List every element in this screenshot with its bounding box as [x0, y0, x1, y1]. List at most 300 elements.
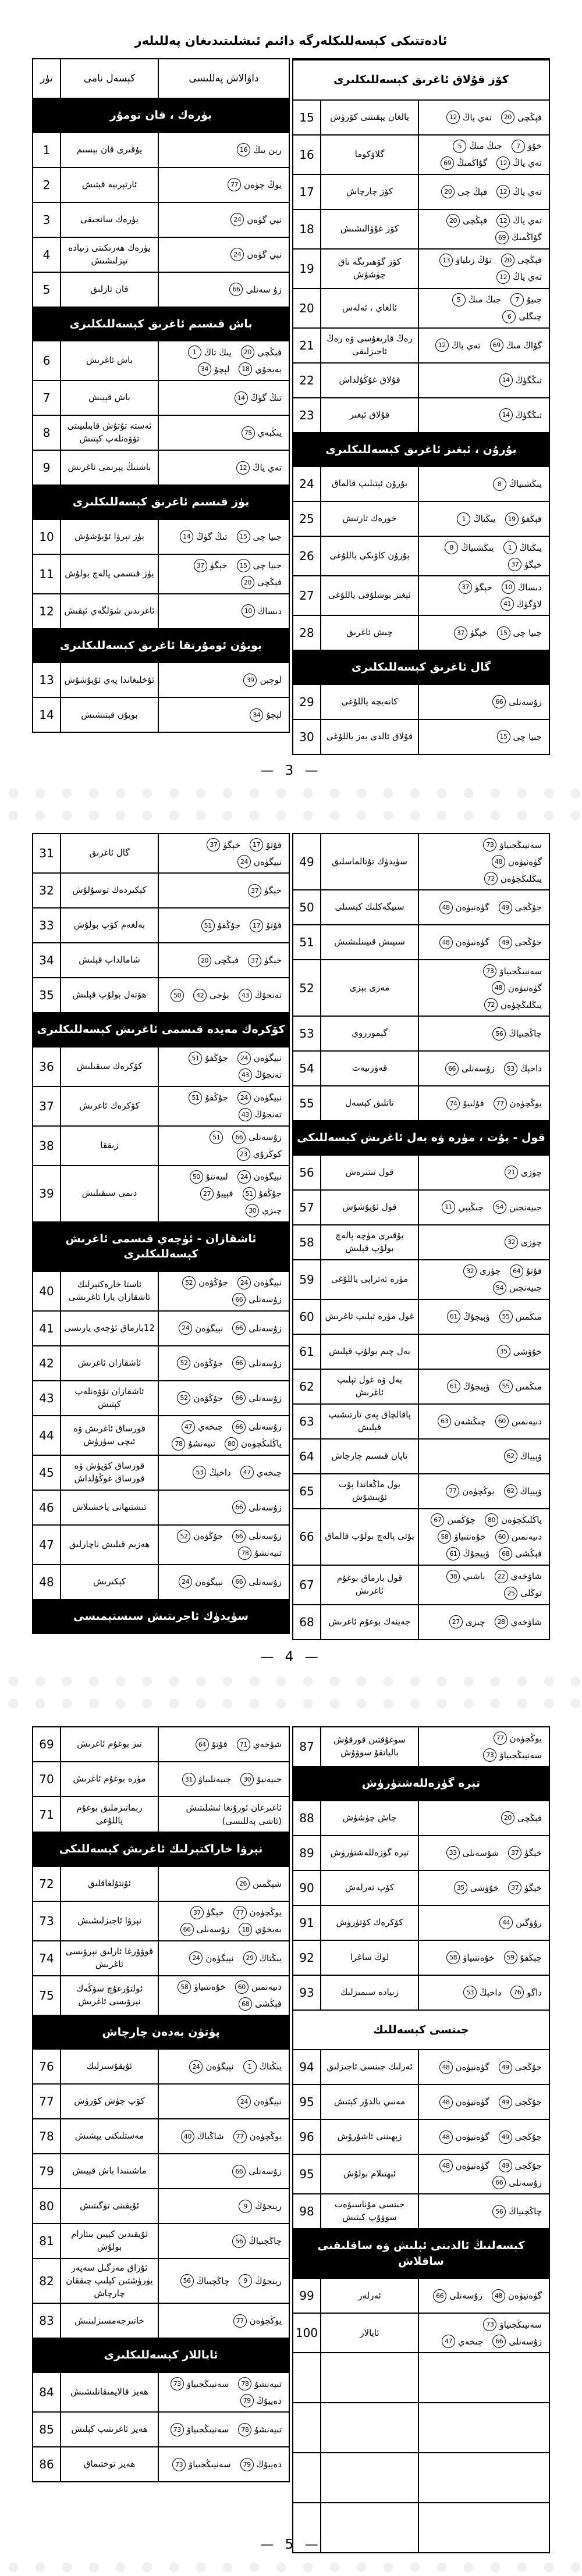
- row-number-cell: 52: [293, 960, 321, 1016]
- treatment-points-cell: [419, 2453, 549, 2502]
- acupoint: [239, 1108, 282, 1121]
- table-row: [293, 684, 549, 719]
- acupoint-name: تىڭگۈڭ: [515, 409, 542, 421]
- treatment-points-cell: [419, 2279, 549, 2313]
- point-number-badge: 49: [499, 2061, 512, 2074]
- acupoint-name: داخېڭ: [520, 1063, 542, 1074]
- point-number-badge: 24: [237, 1052, 251, 1065]
- acupoint: [207, 838, 240, 851]
- point-number-badge: 66: [492, 695, 506, 708]
- acupoint: [446, 1846, 499, 1859]
- point-number-badge: 51: [189, 1091, 202, 1104]
- point-number-badge: 78: [238, 2377, 251, 2390]
- row-number-cell: 64: [293, 1440, 321, 1473]
- acupoint: [236, 1877, 282, 1890]
- row-number-cell: 68: [293, 1605, 321, 1639]
- table-row: [293, 99, 549, 134]
- acupoint-name: داخېڭ: [209, 1467, 231, 1478]
- treatment-points-cell: [159, 2304, 289, 2338]
- table-row: [293, 2193, 549, 2228]
- acupoint-name: جىيا چى: [513, 731, 542, 742]
- acupoint: [499, 1310, 542, 1323]
- table-row: [33, 2223, 289, 2258]
- disease-name-cell: ئېغىز بوشلۇقى ياللۇغى: [321, 576, 419, 615]
- point-number-badge: 13: [439, 254, 453, 267]
- table-row: [33, 380, 289, 415]
- point-number-badge: 34: [250, 708, 263, 722]
- acupoint-name: رېنجۇڭ: [255, 2275, 282, 2286]
- treatment-points-cell: [159, 2189, 289, 2223]
- row-number-cell: 25: [293, 502, 321, 536]
- disease-name-cell: سىيگەكلىك كېسىلى: [321, 890, 419, 924]
- table-row: [293, 362, 549, 397]
- acupoint-name: تىڭگۈڭ: [515, 375, 542, 386]
- disease-name-cell: قول تىتىرەش: [321, 1156, 419, 1189]
- acupoint-name: جۇڭفۇ: [217, 920, 241, 931]
- disease-name-cell: پاقالچاق پەي تارتىشىپ قېلىش: [321, 1405, 419, 1438]
- section-header: قول - پۇت ، مۈرە ۋە بەل ئاغرىش كېسەللىكى: [293, 1120, 549, 1155]
- treatment-points-cell: [419, 1300, 549, 1334]
- treatment-points-cell: [419, 925, 549, 959]
- point-number-badge: 37: [454, 626, 467, 640]
- page-number: — 3 —: [260, 763, 322, 778]
- section-header: يۈز قىسىم ئاغرىق كېسەللىكلىرى: [33, 484, 289, 519]
- treatment-points-cell: [419, 2085, 549, 2119]
- acupoint: [510, 1264, 542, 1278]
- acupoint: [441, 185, 487, 198]
- acupoint: [190, 1906, 224, 1919]
- treatment-points-cell: [159, 381, 289, 415]
- treatment-points-cell: [419, 576, 549, 615]
- point-number-badge: 53: [193, 1466, 206, 1479]
- row-number-cell: 15: [293, 101, 321, 134]
- table-row: [33, 1415, 289, 1455]
- disease-name-cell: چىش ئاغرىق: [321, 616, 419, 650]
- point-number-badge: 66: [229, 283, 243, 296]
- point-number-badge: 49: [499, 2096, 512, 2109]
- acupoint-name: دەييۇڭ: [256, 2395, 282, 2406]
- acupoint: [463, 1986, 501, 1999]
- point-number-badge: 60: [495, 1530, 509, 1544]
- treatment-points-cell: [419, 685, 549, 719]
- table-row: [293, 248, 549, 288]
- acupoint-name: يۈجى: [210, 990, 229, 1000]
- point-number-badge: 27: [200, 1187, 214, 1200]
- acupoint: [501, 597, 542, 611]
- acupoint-name: چاڭچىياڭ: [509, 2206, 542, 2217]
- acupoint-name: ۋېيجۇڭ: [463, 1548, 490, 1559]
- table-row: [33, 1796, 289, 1832]
- treatment-points-cell: [159, 1047, 289, 1086]
- disease-name-cell: تىز بوغۇم ئاغرىش: [61, 1727, 159, 1761]
- point-number-badge: 35: [454, 1881, 467, 1894]
- acupoint: [508, 558, 542, 571]
- table-row: [293, 1155, 549, 1189]
- disease-name-cell: ھەزىم قىلىش ناچارلىق: [61, 1526, 159, 1564]
- acupoint: [502, 310, 542, 323]
- acupoint: [242, 604, 282, 618]
- table-row: [33, 1866, 289, 1901]
- table-row: [293, 924, 549, 959]
- point-number-badge: 73: [483, 2318, 496, 2331]
- acupoint-name: فېڭچى: [517, 112, 542, 123]
- point-number-badge: 66: [445, 1062, 459, 1075]
- row-number-cell: 38: [33, 1127, 61, 1165]
- acupoint: [438, 1415, 486, 1428]
- point-number-badge: 22: [495, 1570, 508, 1583]
- acupoint-name: نېيگۈەن: [253, 1092, 282, 1103]
- acupoint-name: شېڭمىن: [253, 1878, 282, 1889]
- row-number-cell: 2: [33, 168, 61, 202]
- acupoint-name: تەي ياڭ: [513, 215, 542, 226]
- table-row: [293, 1473, 549, 1508]
- acupoint: [242, 426, 282, 440]
- disease-name-cell: ھەيز ئاغرىتىپ كېلىش: [61, 2413, 159, 2446]
- table-row-empty: [293, 2402, 549, 2452]
- acupoint: [172, 2458, 231, 2471]
- treatment-points-cell: [419, 1191, 549, 1224]
- treatment-points-cell: [159, 663, 289, 697]
- acupoint-name: خېگۈ: [524, 559, 542, 570]
- point-number-badge: 66: [433, 2289, 446, 2303]
- point-number-badge: 37: [207, 838, 220, 851]
- row-number-cell: 24: [293, 467, 321, 501]
- table-row: [33, 1901, 289, 1940]
- treatment-points-cell: [419, 1156, 549, 1189]
- acupoint: [235, 391, 282, 405]
- row-number-cell: 48: [33, 1565, 61, 1599]
- point-number-badge: 14: [180, 530, 193, 543]
- acupoint-name: جۇڭجى: [514, 2160, 542, 2171]
- acupoint: [248, 954, 282, 967]
- table-row: [33, 415, 289, 450]
- disease-name-cell: قول ئۇيۇشۇش: [321, 1191, 419, 1224]
- acupoint: [237, 559, 282, 572]
- acupoint-name: چىگلى: [519, 311, 542, 322]
- disease-name-cell: ھەيز قالايمىقانلىشىش: [61, 2373, 159, 2411]
- treatment-points-cell: [159, 1727, 289, 1761]
- acupoint-name: جىيۇ: [526, 294, 542, 305]
- acupoint-name: فېڭچى: [462, 215, 488, 226]
- section-header: گال ئاغرىق كېسەللىكلىرى: [293, 650, 549, 684]
- acupoint: [439, 2096, 489, 2109]
- acupoint: [237, 1170, 282, 1184]
- row-number-cell: 79: [33, 2154, 61, 2188]
- disease-name-cell: كۆپ تەرلەش: [321, 1871, 419, 1905]
- acupoint-name: زۇسەنلى: [509, 2177, 542, 2188]
- treatment-points-cell: [159, 2224, 289, 2258]
- point-number-badge: 60: [235, 1980, 249, 1994]
- acupoint-name: ياڭلىڭچۈەن: [501, 1515, 542, 1526]
- acupoint: [494, 1731, 542, 1745]
- point-number-badge: 56: [492, 2205, 506, 2218]
- table-row: [33, 662, 289, 697]
- point-number-badge: 73: [171, 2423, 184, 2436]
- acupoint-name: جىڭ مىڭ: [469, 141, 502, 152]
- acupoint: [499, 2096, 542, 2109]
- acupoint-name: سەنيىڭجىياۋ: [186, 2424, 229, 2435]
- row-number-cell: 9: [33, 451, 61, 484]
- acupoint-name: جىيەنجىن: [509, 1202, 542, 1213]
- disease-name-cell: قان ئازلىق: [61, 273, 159, 307]
- acupoint-name: گۈەنيۈەن: [455, 2132, 489, 2143]
- acupoint: [452, 293, 501, 307]
- point-number-badge: 69: [495, 231, 509, 244]
- treatment-points-cell: [159, 1867, 289, 1901]
- disease-table: [292, 1726, 550, 2553]
- point-number-badge: 62: [504, 1449, 517, 1463]
- point-number-badge: 39: [243, 674, 257, 687]
- table-row: [33, 519, 289, 554]
- point-number-badge: 17: [250, 919, 263, 932]
- point-number-badge: 78: [238, 1547, 251, 1560]
- treatment-points-cell: [159, 451, 289, 484]
- disease-name-cell: كۆكرەك كۆتۈرۈش: [321, 1906, 419, 1940]
- acupoint-name: لىيەنتۇ: [205, 1171, 228, 1182]
- acupoint-name: يىڭتاڭ: [259, 2061, 282, 2072]
- point-number-badge: 72: [484, 872, 498, 885]
- point-number-badge: 73: [172, 2458, 186, 2471]
- table-row: [33, 1046, 289, 1086]
- table-row: [293, 1870, 549, 1905]
- row-number-cell: 88: [293, 1801, 321, 1835]
- point-number-badge: 48: [439, 2159, 453, 2172]
- acupoint: [177, 1391, 223, 1405]
- point-number-badge: 61: [447, 1310, 460, 1323]
- acupoint-name: گۈەنيۈەن: [455, 902, 489, 913]
- acupoint-name: نېيگۈەن: [253, 1171, 282, 1182]
- row-number-cell: [293, 2453, 321, 2502]
- section-header: ئاياللار كېسەللىكلىرى: [33, 2338, 289, 2372]
- point-number-badge: 78: [172, 1437, 185, 1451]
- acupoint: [237, 143, 282, 156]
- row-number-cell: 45: [33, 1456, 61, 1490]
- disease-name-cell: ئارتېرىيە قېتىش: [61, 168, 159, 202]
- acupoint-name: فۇتۇ: [526, 1266, 542, 1277]
- acupoint: [250, 708, 282, 722]
- acupoint: [463, 1264, 501, 1278]
- point-number-badge: 77: [233, 1906, 247, 1919]
- point-number-badge: 20: [198, 954, 211, 967]
- point-number-badge: 58: [446, 1951, 460, 1964]
- acupoint-name: سەنيىڭجىياۋ: [499, 1750, 542, 1761]
- table-row: [33, 1975, 289, 2015]
- acupoint: [171, 2423, 229, 2436]
- table-row: [293, 2278, 549, 2313]
- row-number-cell: 70: [33, 1762, 61, 1796]
- acupoint-name: گۇاڭمىڭ: [511, 232, 542, 243]
- treatment-points-cell: [419, 1440, 549, 1473]
- table-row: [33, 1564, 289, 1599]
- disease-name-cell: گېمورروي: [321, 1017, 419, 1050]
- treatment-points-cell: [159, 555, 289, 593]
- row-number-cell: 98: [293, 2194, 321, 2228]
- acupoint: [504, 1449, 542, 1463]
- disease-name-cell: ئايالار: [321, 2314, 419, 2352]
- row-number-cell: 96: [293, 2120, 321, 2154]
- acupoint-name: جۇڭفۇ: [205, 1092, 228, 1103]
- point-number-badge: 9: [239, 2274, 252, 2288]
- acupoint-name: يوڭچۈەن: [249, 2315, 282, 2326]
- treatment-points-cell: [159, 943, 289, 977]
- row-number-cell: 42: [33, 1346, 61, 1380]
- row-number-cell: 63: [293, 1405, 321, 1438]
- acupoint: [233, 1906, 282, 1919]
- point-number-badge: 77: [494, 1731, 507, 1745]
- acupoint-name: زۇسەنلى: [249, 1392, 282, 1403]
- row-number-cell: 75: [33, 1976, 61, 2015]
- treatment-points-cell: [419, 1906, 549, 1940]
- row-number-cell: 59: [293, 1260, 321, 1299]
- treatment-points-cell: [159, 416, 289, 450]
- table-row: [33, 1455, 289, 1490]
- acupoint-name: نېيگۈەن: [205, 2061, 234, 2072]
- acupoint: [484, 872, 542, 885]
- acupoint: [243, 2060, 282, 2073]
- acupoint: [235, 1980, 282, 1994]
- point-number-badge: 51: [210, 1131, 223, 1144]
- point-number-badge: 27: [449, 1615, 463, 1629]
- point-number-badge: 47: [240, 1466, 254, 1479]
- point-number-badge: 48: [492, 981, 505, 995]
- disease-name-cell: يول ماڭغاندا پۇت ئۇيىشۇش: [321, 1474, 419, 1508]
- acupoint-name: يوڭ چۈەن: [244, 179, 282, 190]
- row-number-cell: 83: [33, 2304, 61, 2338]
- point-number-badge: 1: [503, 541, 517, 554]
- acupoint-name: نېي گۈەن: [247, 214, 282, 225]
- table-row: [33, 907, 289, 942]
- acupoint-name: يىڭتاڭ: [519, 542, 542, 553]
- acupoint: [188, 345, 232, 359]
- halftone-pattern: [0, 782, 582, 829]
- acupoint-name: زۇ سەنلى: [246, 284, 282, 295]
- row-number-cell: 46: [33, 1491, 61, 1524]
- page-5: [32, 1726, 550, 2553]
- point-number-badge: 61: [447, 1380, 460, 1393]
- acupoint: [503, 541, 542, 554]
- point-number-badge: 77: [494, 1097, 507, 1110]
- treatment-points-cell: [159, 908, 289, 942]
- acupoint-name: تەي ياڭ: [253, 462, 282, 473]
- acupoint-name: چۈزى: [480, 1266, 501, 1277]
- disease-name-cell: خاتىرجەمسىزلىنىش: [61, 2304, 159, 2338]
- acupoint: [508, 1846, 542, 1859]
- acupoint: [200, 1187, 233, 1200]
- treatment-points-cell: [159, 2413, 289, 2446]
- table-row: [293, 2084, 549, 2119]
- acupoint: [501, 1811, 542, 1825]
- acupoint-name: زۇسەنلى: [249, 1323, 282, 1334]
- acupoint: [442, 1200, 484, 1214]
- table-row: [33, 2153, 289, 2188]
- acupoint-name: نېيگۈەن: [253, 1053, 282, 1064]
- acupoint-name: بەيخۇي: [255, 1924, 282, 1935]
- acupoint: [504, 1484, 542, 1498]
- point-number-badge: 30: [240, 1773, 254, 1786]
- table-row: [33, 593, 289, 628]
- treatment-points-cell: [159, 2085, 289, 2118]
- row-number-cell: 26: [293, 537, 321, 575]
- table-row: [293, 1508, 549, 1565]
- acupoint-name: سەنيىڭجىياۋ: [186, 2378, 229, 2389]
- acupoint-name: گۇاڭمىڭ: [457, 158, 488, 169]
- disease-name-cell: كۆكرەك سىقىلىش: [61, 1047, 159, 1086]
- point-number-badge: 34: [198, 362, 211, 376]
- row-number-cell: 32: [33, 874, 61, 907]
- point-number-badge: 24: [230, 248, 244, 261]
- acupoint-name: زۇسەنلى: [449, 2290, 482, 2301]
- acupoint-name: خېگۈ: [264, 955, 282, 965]
- treatment-points-cell: [419, 2050, 549, 2084]
- treatment-points-cell: [419, 1335, 549, 1369]
- acupoint-name: چىڭشەن: [454, 1416, 486, 1427]
- disease-name-cell: زىققا: [61, 1127, 159, 1165]
- acupoint: [512, 140, 542, 153]
- acupoint: [193, 989, 229, 1002]
- acupoint: [493, 1200, 542, 1214]
- row-number-cell: 22: [293, 364, 321, 397]
- row-number-cell: 18: [293, 210, 321, 248]
- acupoint-name: لېچۇ: [214, 364, 230, 375]
- acupoint: [483, 1748, 542, 1762]
- table-row: [33, 450, 289, 484]
- treatment-points-cell: [159, 2119, 289, 2153]
- table-row: [33, 2083, 289, 2118]
- point-number-badge: 66: [232, 1356, 246, 1370]
- acupoint: [232, 1420, 282, 1434]
- row-number-cell: 40: [33, 1272, 61, 1310]
- acupoint: [439, 2061, 489, 2074]
- acupoint-name: يىڭلىڭچۈەن: [500, 873, 542, 884]
- point-number-badge: 66: [492, 2176, 506, 2189]
- acupoint-name: جۇڭۋەن: [193, 1392, 223, 1403]
- table-row: [293, 1604, 549, 1639]
- acupoint-name: شۇسەنلى: [462, 1847, 499, 1858]
- disease-name-cell: قول بارماق بوغۇم ئاغرىش: [321, 1566, 419, 1604]
- table-row: [33, 834, 289, 872]
- disease-name-cell: بويۇن قېتىشىش: [61, 698, 159, 732]
- point-number-badge: 59: [504, 1951, 517, 1964]
- point-number-badge: 18: [239, 1923, 252, 1936]
- acupoint-name: چىخەي: [197, 1421, 223, 1433]
- table-row: [33, 2303, 289, 2338]
- acupoint: [447, 1380, 490, 1393]
- point-number-badge: 12: [446, 111, 460, 124]
- point-number-badge: 5: [453, 140, 466, 153]
- point-number-badge: 35: [497, 1345, 510, 1358]
- acupoint-name: دىساڭ: [517, 582, 542, 593]
- point-number-badge: 12: [435, 339, 449, 352]
- table-row: [293, 501, 549, 536]
- point-number-badge: 64: [196, 1738, 209, 1751]
- acupoint: [239, 1997, 282, 2011]
- point-number-badge: 12: [236, 461, 250, 475]
- disease-name-cell: خورەك تارتىش: [321, 502, 419, 536]
- row-number-cell: 31: [33, 834, 61, 872]
- treatment-points-cell: [159, 168, 289, 202]
- point-number-badge: 67: [431, 1513, 444, 1527]
- acupoint: [229, 283, 282, 296]
- table-row: [33, 1125, 289, 1165]
- row-number-cell: 69: [33, 1727, 61, 1761]
- treatment-points-cell: [419, 1801, 549, 1835]
- acupoint: [237, 855, 282, 868]
- acupoint: [505, 1166, 542, 1179]
- acupoint-name: ئاغىرغان ئورۇنغا ئىشلىتىش (ئاشى پەللىسى): [186, 1802, 282, 1826]
- disease-name-cell: مۈرە ئەتراپى ياللۇغى: [321, 1260, 419, 1299]
- point-number-badge: 24: [189, 2060, 203, 2073]
- table-row: [33, 272, 289, 307]
